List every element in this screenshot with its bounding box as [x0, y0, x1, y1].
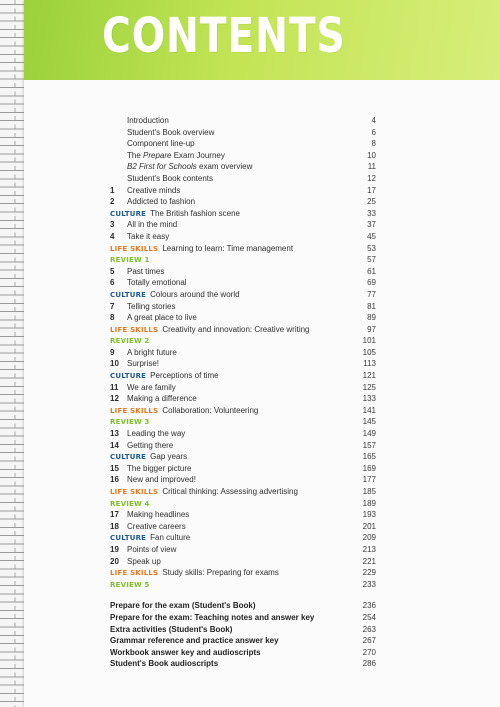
entry-title	[127, 509, 189, 521]
title-text: Perceptions of time	[150, 371, 219, 381]
toc-entry[interactable]	[110, 196, 376, 208]
title-text: Creative careers	[127, 521, 186, 531]
section-tag: REVIEW 5	[110, 580, 150, 589]
page-number: 57	[367, 255, 376, 265]
entry-title: Prepare for the exam: Teaching notes and answer key	[110, 612, 315, 622]
page-number: 165	[362, 452, 376, 462]
title-text: Student's Book contents	[127, 173, 214, 183]
title-text: Speak up	[127, 556, 161, 566]
page-number: 77	[367, 289, 376, 299]
unit-number: 10	[110, 359, 119, 369]
unit-number: 2	[110, 197, 115, 207]
entry-title: Extra activities (Student's Book)	[110, 624, 233, 634]
title-text: All in the mind	[127, 220, 178, 230]
appendix-entry[interactable]	[110, 612, 376, 624]
section-tag: CULTURE	[110, 534, 147, 543]
page-number: 12	[367, 173, 376, 183]
toc-entry[interactable]	[110, 335, 376, 347]
toc-entry[interactable]	[110, 556, 376, 568]
section-tag: REVIEW 3	[110, 418, 150, 427]
entry-title	[127, 266, 164, 278]
title-text: Addicted to fashion	[127, 197, 196, 207]
title-text: Student's Book overview	[127, 127, 215, 137]
toc-entry[interactable]	[110, 451, 376, 463]
page-number: 121	[362, 371, 376, 381]
page-number: 177	[362, 475, 376, 485]
entry-title	[127, 463, 191, 475]
title-text: Getting there	[127, 440, 174, 450]
section-tag: CULTURE	[110, 209, 147, 218]
toc-entry[interactable]	[110, 219, 376, 231]
unit-number: 15	[110, 463, 119, 473]
section-tag: REVIEW 4	[110, 499, 150, 508]
unit-number: 13	[110, 429, 119, 439]
title-text: The British fashion scene	[150, 208, 240, 218]
entry-title	[127, 544, 176, 556]
toc-entry[interactable]	[110, 416, 376, 428]
toc-entry[interactable]	[110, 208, 376, 220]
unit-number: 19	[110, 544, 119, 554]
table-of-contents	[110, 115, 376, 670]
title-italic: B2 First for Schools	[127, 162, 197, 172]
page-number: 141	[362, 405, 376, 415]
entry-title	[127, 521, 186, 533]
header-banner	[24, 0, 500, 80]
toc-entry[interactable]	[110, 127, 376, 139]
title-text: Component line-up	[127, 139, 195, 149]
title-text: Gap years	[150, 452, 188, 462]
page-number: 270	[362, 647, 376, 657]
title-text: A great place to live	[127, 313, 197, 323]
title-text: Study skills: Preparing for exams	[162, 568, 279, 578]
page-title: CONTENTS	[102, 8, 346, 64]
entry-title	[127, 185, 180, 197]
title-text: Making a difference	[127, 394, 197, 404]
page-number: 53	[367, 243, 376, 253]
section-tag: CULTURE	[110, 372, 147, 381]
entry-title	[127, 312, 197, 324]
page-number: 37	[367, 220, 376, 230]
title-text: Learning to learn: Time management	[162, 243, 294, 253]
toc-entry[interactable]	[110, 161, 376, 173]
toc-entry[interactable]	[110, 474, 376, 486]
page-number: 97	[367, 324, 376, 334]
toc-entry[interactable]	[110, 289, 376, 301]
toc-entry[interactable]	[110, 382, 376, 394]
entry-title	[127, 393, 197, 405]
toc-entry[interactable]	[110, 254, 376, 266]
page-number: 254	[362, 612, 376, 622]
entry-title: Grammar reference and practice answer key	[110, 636, 279, 646]
title-text: Points of view	[127, 544, 177, 554]
entry-title	[127, 301, 175, 313]
contents-page	[24, 0, 500, 707]
page-number: 69	[367, 278, 376, 288]
page-number: 113	[363, 359, 376, 369]
entry-title	[127, 277, 187, 289]
unit-number: 11	[110, 382, 119, 392]
title-text: Surprise!	[127, 359, 160, 369]
unit-number: 4	[110, 231, 115, 241]
entry-title	[127, 231, 169, 243]
toc-entry[interactable]	[110, 509, 376, 521]
toc-entry[interactable]	[110, 544, 376, 556]
entry-title	[127, 115, 169, 127]
page-number: 157	[362, 440, 376, 450]
page-number: 25	[367, 197, 376, 207]
page-number: 125	[362, 382, 376, 392]
toc-entry[interactable]	[110, 115, 376, 127]
section-spacer	[110, 590, 376, 600]
section-tag: LIFE SKILLS	[110, 488, 159, 496]
title-text: Colours around the world	[150, 289, 240, 299]
title-text: Creativity and innovation: Creative writing	[162, 324, 310, 334]
toc-entry[interactable]	[110, 231, 376, 243]
toc-entry[interactable]	[110, 266, 376, 278]
entry-title	[127, 161, 252, 173]
entry-title	[127, 347, 177, 359]
title-text: Fan culture	[150, 533, 191, 543]
title-text: Introduction	[127, 116, 169, 125]
page-number: 193	[362, 510, 376, 520]
entry-title	[127, 196, 195, 208]
title-text: The bigger picture	[127, 463, 192, 473]
unit-number: 20	[110, 556, 119, 566]
appendix-entry[interactable]	[110, 635, 376, 647]
toc-entry[interactable]	[110, 532, 376, 544]
toc-entry[interactable]	[110, 324, 376, 336]
title-text: We are family	[127, 382, 176, 392]
unit-number: 14	[110, 440, 119, 450]
section-tag: CULTURE	[110, 290, 147, 299]
page-number: 4	[371, 116, 376, 125]
page-number: 81	[367, 301, 376, 311]
entry-title	[127, 358, 159, 370]
unit-number: 12	[110, 394, 119, 404]
unit-number: 17	[110, 510, 119, 520]
page-number: 201	[362, 521, 376, 531]
page-number: 105	[362, 347, 376, 357]
unit-number: 9	[110, 347, 115, 357]
page-number: 11	[367, 162, 376, 172]
page-number: 213	[362, 544, 376, 554]
page-number: 145	[362, 417, 376, 427]
appendix-entry[interactable]	[110, 647, 376, 659]
unit-number: 3	[110, 220, 115, 230]
entry-title	[127, 127, 214, 139]
toc-entry[interactable]	[110, 347, 376, 359]
entry-title	[127, 173, 213, 185]
page-number: 229	[362, 568, 376, 578]
toc-entry[interactable]	[110, 393, 376, 405]
toc-entry[interactable]	[110, 312, 376, 324]
page-number: 263	[362, 624, 376, 634]
section-tag: REVIEW 1	[110, 256, 150, 265]
title-text: A bright future	[127, 347, 177, 357]
title-text: Totally emotional	[127, 278, 187, 288]
entry-title	[127, 219, 177, 231]
title-italic: Prepare	[143, 150, 172, 160]
page-number: 89	[367, 313, 376, 323]
page-number: 33	[367, 208, 376, 218]
title-text: Leading the way	[127, 429, 186, 439]
page-number: 189	[362, 498, 376, 508]
toc-entry[interactable]	[110, 498, 376, 510]
toc-entry[interactable]	[110, 567, 376, 579]
spiral-binding	[0, 0, 24, 707]
title-text: exam overview	[196, 162, 253, 172]
toc-entry[interactable]	[110, 579, 376, 591]
unit-number: 6	[110, 278, 115, 288]
title-text: New and improved!	[127, 475, 196, 485]
page-number: 209	[362, 533, 376, 543]
title-text: Collaboration: Volunteering	[162, 405, 259, 415]
toc-entry[interactable]	[110, 243, 376, 255]
unit-number: 5	[110, 266, 115, 276]
page-number: 45	[367, 231, 376, 241]
appendix-entry[interactable]	[110, 658, 376, 670]
toc-entry[interactable]	[110, 486, 376, 498]
toc-entry[interactable]	[110, 173, 376, 185]
title-text: Critical thinking: Assessing advertising	[162, 487, 298, 496]
page-number: 17	[367, 185, 376, 195]
toc-entry[interactable]	[110, 138, 376, 150]
page-number: 61	[367, 266, 376, 276]
toc-entry[interactable]	[110, 301, 376, 313]
toc-entry[interactable]	[110, 370, 376, 382]
section-tag: REVIEW 2	[110, 337, 150, 346]
entry-title	[127, 428, 185, 440]
section-tag: CULTURE	[110, 453, 147, 462]
page-number: 169	[362, 463, 376, 473]
page-number: 10	[367, 150, 376, 160]
page-number: 8	[371, 139, 376, 149]
title-text: Telling stories	[127, 301, 176, 311]
entry-title	[127, 138, 195, 150]
toc-entry[interactable]	[110, 405, 376, 417]
toc-entry[interactable]	[110, 428, 376, 440]
page-number: 221	[362, 556, 376, 566]
title-text: Exam Journey	[171, 150, 225, 160]
toc-entry[interactable]	[110, 185, 376, 197]
title-text: The	[127, 150, 144, 160]
entry-title: Workbook answer key and audioscripts	[110, 647, 261, 657]
unit-number: 16	[110, 475, 119, 485]
toc-entry[interactable]	[110, 521, 376, 533]
appendix-entry[interactable]	[110, 600, 376, 612]
page-number: 233	[362, 579, 376, 589]
toc-entry[interactable]	[110, 358, 376, 370]
page-number: 185	[362, 487, 376, 496]
page-number: 267	[362, 636, 376, 646]
page-number: 133	[362, 394, 376, 404]
unit-number: 8	[110, 313, 115, 323]
toc-entry[interactable]	[110, 150, 376, 162]
appendix-entry[interactable]	[110, 624, 376, 636]
entry-title	[127, 474, 196, 486]
section-tag: LIFE SKILLS	[110, 569, 159, 578]
entry-title	[127, 556, 161, 568]
unit-number: 1	[110, 185, 115, 195]
toc-entry[interactable]	[110, 277, 376, 289]
toc-entry[interactable]	[110, 463, 376, 475]
page-number: 101	[362, 336, 376, 346]
entry-title	[127, 440, 173, 452]
page-number: 149	[362, 429, 376, 439]
section-tag: LIFE SKILLS	[110, 325, 159, 334]
title-text: Creative minds	[127, 185, 181, 195]
section-tag: LIFE SKILLS	[110, 244, 159, 253]
entry-title	[127, 382, 176, 394]
title-text: Making headlines	[127, 510, 190, 520]
title-text: Past times	[127, 266, 165, 276]
toc-entry[interactable]	[110, 440, 376, 452]
page-number: 286	[362, 659, 376, 669]
section-tag: LIFE SKILLS	[110, 406, 159, 415]
entry-title: Prepare for the exam (Student's Book)	[110, 601, 256, 611]
unit-number: 7	[110, 301, 115, 311]
entry-title: Student's Book audioscripts	[110, 659, 219, 669]
entry-title	[127, 150, 225, 162]
title-text: Take it easy	[127, 231, 170, 241]
unit-number: 18	[110, 521, 119, 531]
page-number: 236	[362, 601, 376, 611]
page-number: 6	[371, 127, 376, 137]
